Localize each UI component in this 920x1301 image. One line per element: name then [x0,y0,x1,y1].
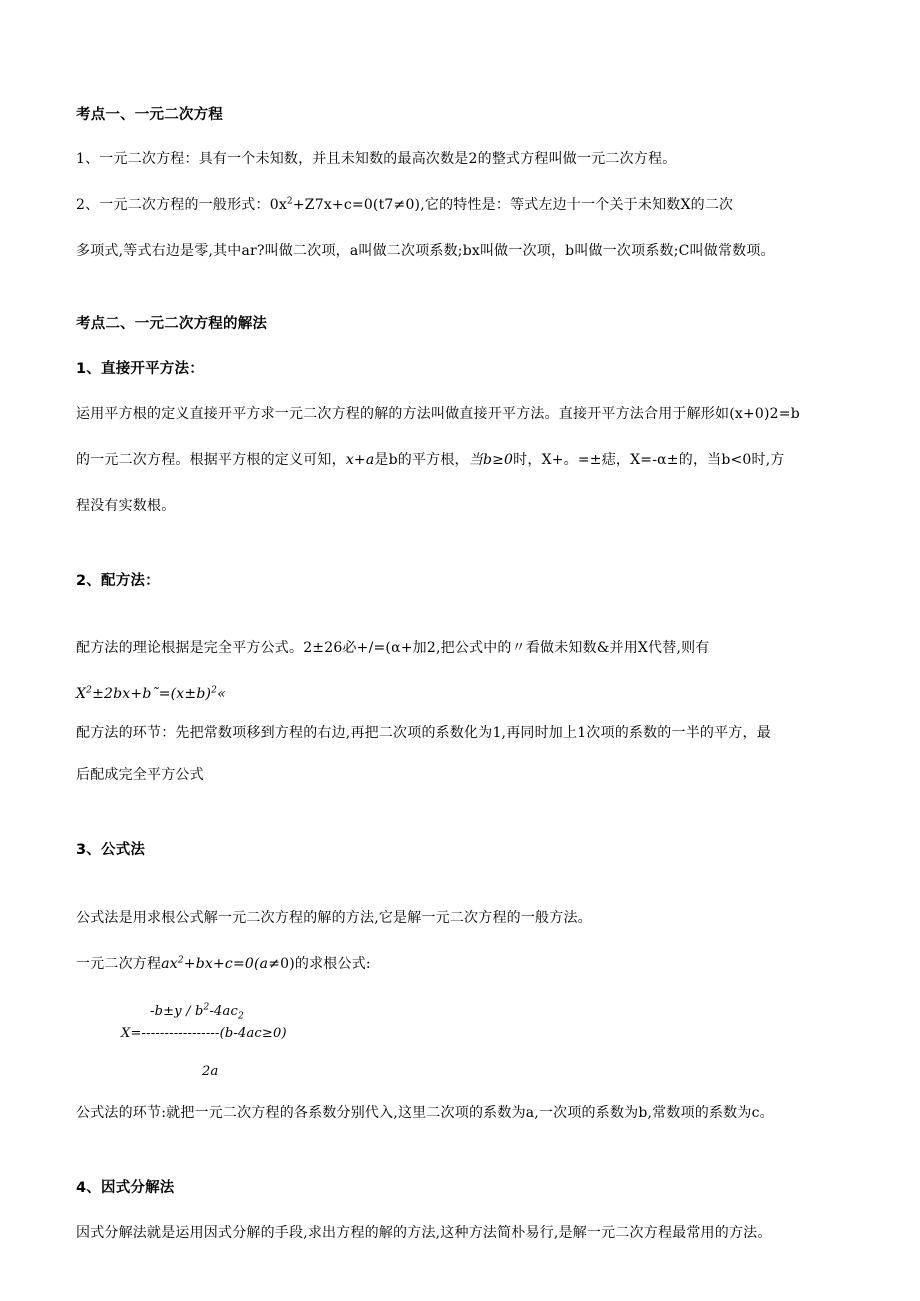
section1-heading: 考点一、一元二次方程 [76,107,223,123]
method3-line-3: 公式法的环节:就把一元二次方程的各系数分别代入,这里二次项的系数为a,一次项的系数为b,常数项的系数为c。 [76,1105,774,1121]
method3-line-1: 公式法是用求根公式解一元二次方程的解的方法,它是解一元二次方程的一般方法。 [76,910,592,926]
section1-paragraph-1: 1、一元二次方程：具有一个未知数，并且未知数的最高次数是2的整式方程叫做一元二次方程。 [76,151,677,167]
method2-heading: 2、配方法： [76,573,160,589]
formula-denominator: 2a [202,1064,219,1079]
section2-heading: 考点二、一元二次方程的解法 [76,316,268,332]
section1-paragraph-2: 2、一元二次方程的一般形式：$0x^2+Z7x+c=0(t7\ne 0)$,它的特性是：等式左边十一个关于未知数X的二次 [76,196,734,213]
method2-line-1: 配方法的理论根据是完全平方公式。2±26必+/=(α+加2,把公式中的〃看做未知数&并用X代替,则有 [76,640,710,656]
formula-numerator: $-b\pm y / b^2-4ac_2$ [150,1002,244,1022]
method3-line-2: 一元二次方程$ax^2+bx+c=0(a\ne 0)$的求根公式: [76,955,371,972]
formula-fraction-line: X=-----------------(b-4ac≥0) [121,1026,287,1041]
method1-line-1: 运用平方根的定义直接开平方求一元二次方程的解的方法叫做直接开平方法。直接开平方法合用于解形如(x+0)2=b [76,406,800,422]
section1-paragraph-3: 多项式,等式右边是零,其中ar?叫做二次项，a叫做二次项系数;bx叫做一次项，b叫做一次项系数;C叫做常数项。 [76,243,775,259]
method4-line-1: 因式分解法就是运用因式分解的手段,求出方程的解的方法,这种方法简朴易行,是解一元二次方程最常用的方法。 [76,1225,772,1241]
method1-line-2: 的一元二次方程。根据平方根的定义可知，x+a是b的平方根，当b≥0时，X+。=±痣，X=-α±的，当b<0时,方 [76,452,785,468]
method2-line-2: 配方法的环节：先把常数项移到方程的右边,再把二次项的系数化为1,再同时加上1次项的系数的一半的平方，最 [76,725,771,741]
method3-heading: 3、公式法 [76,842,146,858]
method4-heading: 4、因式分解法 [76,1180,175,1196]
method2-line-3: 后配成完全平方公式 [76,767,204,783]
method1-heading: 1、直接开平方法： [76,361,204,377]
method2-formula: $X^2\pm 2bx+b˜=(x\pm b)^2«$ [76,685,226,702]
method1-line-3: 程没有实数根。 [76,498,176,514]
